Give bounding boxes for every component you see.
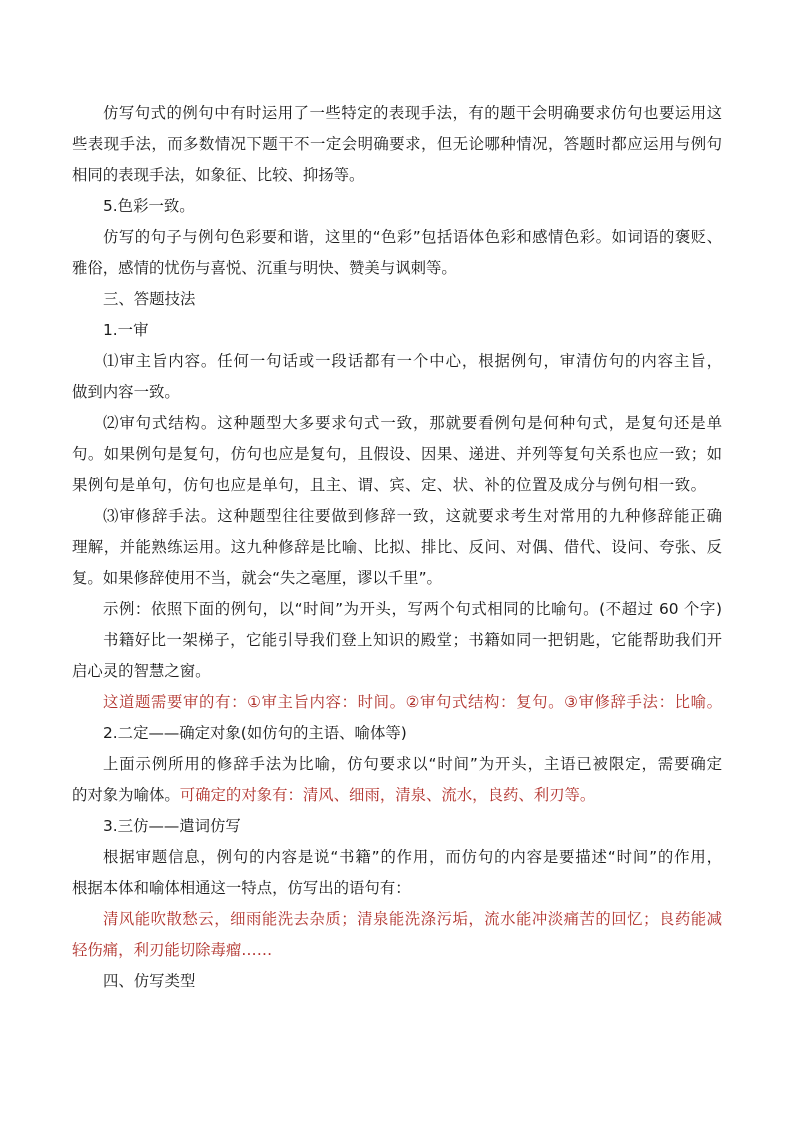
paragraph-imitation-line: 根据审题信息，例句的内容是说“书籍”的作用，而仿句的内容是要描述“时间”的作用， [103, 848, 722, 866]
heading-step-two: 2.二定——确定对象(如仿句的主语、喻体等) [103, 724, 407, 742]
heading-step-three: 3.三仿——遣词仿写 [103, 817, 241, 835]
paragraph-rhetoric-line: ⑶审修辞手法。这种题型往往要做到修辞一致，这就要求考生对常用的九种修辞能正确 [103, 507, 722, 525]
answer-sentences-line: 轻伤痛，利刃能切除毒瘤…… [72, 941, 273, 959]
paragraph-object-text: 的对象为喻体。 [72, 786, 180, 804]
answer-sentences-line: 清风能吹散愁云，细雨能洗去杂质；清泉能洗涤污垢，流水能冲淡痛苦的回忆；良药能减 [103, 910, 722, 928]
paragraph-theme-line: 做到内容一致。 [72, 383, 180, 401]
paragraph-rhetoric-line: 理解，并能熟练运用。这九种修辞是比喻、比拟、排比、反问、对偶、借代、设问、夸张、反 [72, 538, 722, 556]
paragraph-color-line: 仿写的句子与例句色彩要和谐，这里的“色彩”包括语体色彩和感情色彩。如词语的褒贬、 [103, 228, 722, 246]
paragraph-structure-line: 句。如果例句是复句，仿句也应是复句，且假设、因果、递进、并列等复句关系也应一致；如 [72, 445, 722, 463]
paragraph-structure-line: 果例句是单句，仿句也应是单句，且主、谓、宾、定、状、补的位置及成分与例句相一致。 [72, 476, 706, 494]
answer-object-list: 可确定的对象有：清风、细雨，清泉、流水，良药、利刃等。 [179, 786, 596, 804]
example-sentence-line: 书籍好比一架梯子，它能引导我们登上知识的殿堂；书籍如同一把钥匙，它能帮助我们开 [103, 631, 722, 649]
paragraph-object-line: 上面示例所用的修辞手法为比喻，仿句要求以“时间”为开头，主语已被限定，需要确定 [103, 755, 722, 773]
heading-imitation-types: 四、仿写类型 [103, 972, 196, 990]
paragraph-object-line [72, 785, 595, 805]
paragraph-imitation-line: 根据本体和喻体相通这一特点，仿写出的语句有： [72, 879, 411, 897]
answer-review-points: 这道题需要审的有：①审主旨内容：时间。②审句式结构：复句。③审修辞手法：比喻。 [103, 693, 722, 711]
paragraph-technique-line: 些表现手法，而多数情况下题干不一定会明确要求，但无论哪种情况，答题时都应运用与例句 [72, 135, 722, 153]
paragraph-theme-line: ⑴审主旨内容。任何一句话或一段话都有一个中心，根据例句，审清仿句的内容主旨， [103, 352, 722, 370]
paragraph-rhetoric-line: 复。如果修辞使用不当，就会“失之毫厘，谬以千里”。 [72, 569, 442, 587]
paragraph-color-line: 雅俗，感情的忧伤与喜悦、沉重与明快、赞美与讽刺等。 [72, 259, 457, 277]
example-sentence-line: 启心灵的智慧之窗。 [72, 662, 211, 680]
heading-color-consistency: 5.色彩一致。 [103, 197, 195, 215]
example-prompt: 示例：依照下面的例句，以“时间”为开头，写两个句式相同的比喻句。(不超过 60 个字) [103, 600, 722, 618]
paragraph-technique-line: 仿写句式的例句中有时运用了一些特定的表现手法，有的题干会明确要求仿句也要运用这 [103, 104, 722, 122]
heading-step-one: 1.一审 [103, 321, 149, 339]
paragraph-technique-line: 相同的表现手法，如象征、比较、抑扬等。 [72, 166, 365, 184]
heading-answer-skills: 三、答题技法 [103, 290, 196, 308]
paragraph-structure-line: ⑵审句式结构。这种题型大多要求句式一致，那就要看例句是何种句式，是复句还是单 [103, 414, 722, 432]
